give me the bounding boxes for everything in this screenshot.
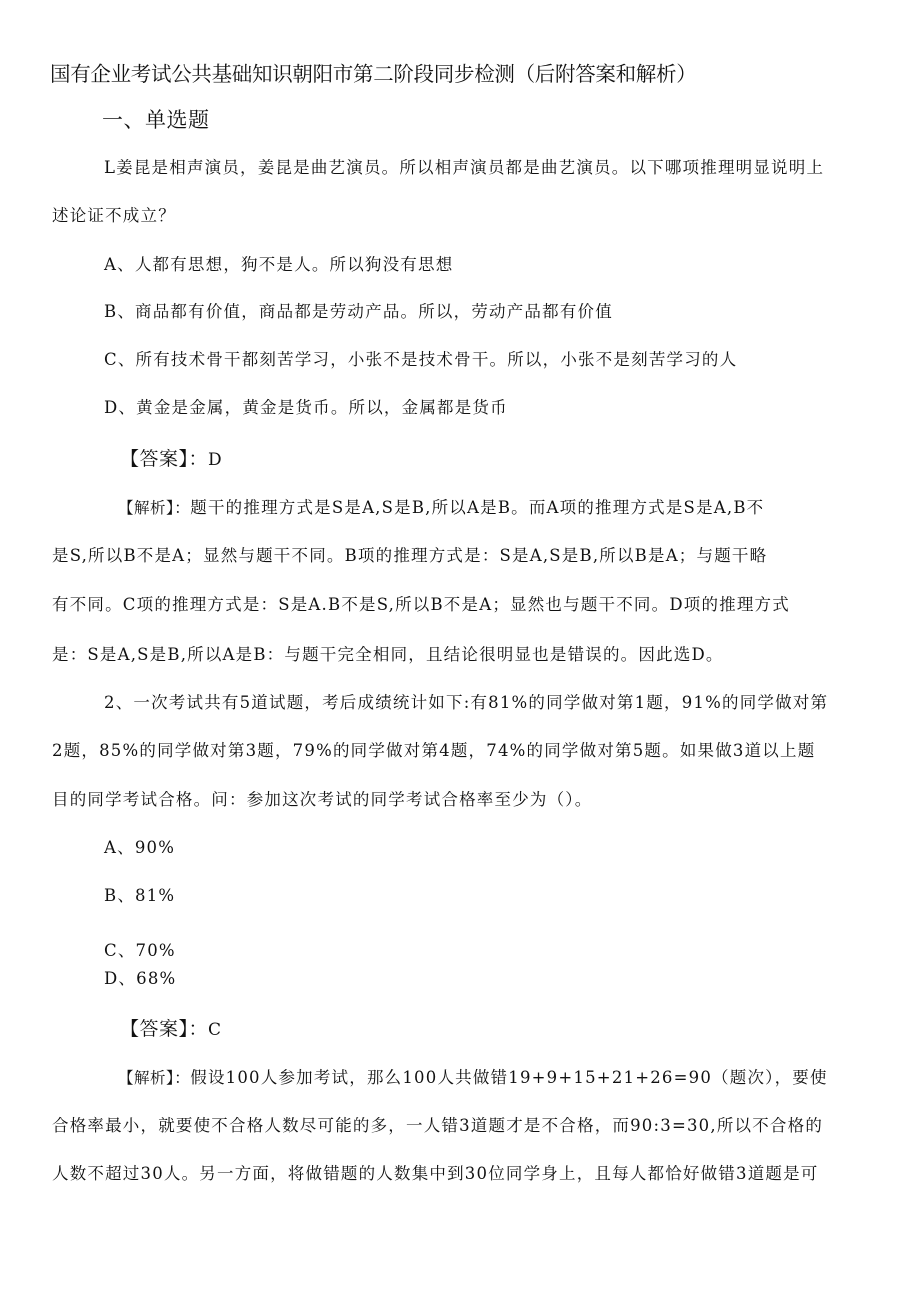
- q2-analysis-line-3: 人数不超过30人。另一方面，将做错题的人数集中到30位同学身上，且每人都恰好做错3道题是可: [52, 1164, 819, 1183]
- document-title: 国有企业考试公共基础知识朝阳市第二阶段同步检测（后附答案和解析）: [50, 62, 697, 86]
- q2-option-a: A、90%: [104, 838, 176, 857]
- q2-analysis-line-2: 合格率最小，就要使不合格人数尽可能的多，一人错3道题才是不合格，而90:3=30,所以不合格的: [52, 1116, 824, 1135]
- q2-stem-line-1: 2、一次考试共有5道试题，考后成绩统计如下:有81%的同学做对第1题，91%的同学做对第: [104, 693, 829, 712]
- q1-analysis-text-1: 题干的推理方式是S是A,S是B,所以A是B。而A项的推理方式是S是A,B不: [190, 498, 765, 517]
- q2-analysis-text-1: 假设100人参加考试，那么100人共做错19+9+15+21+26=90（题次），要使: [190, 1068, 828, 1087]
- q1-option-a: A、人都有思想，狗不是人。所以狗没有思想: [104, 255, 454, 274]
- q1-option-b: B、商品都有价值，商品都是劳动产品。所以，劳动产品都有价值: [104, 302, 613, 321]
- q2-option-b: B、81%: [104, 886, 176, 905]
- q1-option-c: C、所有技术骨干都刻苦学习，小张不是技术骨干。所以，小张不是刻苦学习的人: [104, 350, 738, 369]
- q1-analysis-label: 【解析】：: [118, 499, 191, 517]
- q1-stem-line-2: 述论证不成立？: [52, 206, 176, 225]
- q1-analysis-line-4: 是：S是A,S是B,所以A是B：与题干完全相同，且结论很明显也是错误的。因此选D。: [52, 645, 724, 664]
- q1-option-d: D、黄金是金属，黄金是货币。所以，金属都是货币: [104, 398, 508, 417]
- q1-stem-line-1: L姜昆是相声演员，姜昆是曲艺演员。所以相声演员都是曲艺演员。以下哪项推理明显说明上: [104, 158, 825, 177]
- q2-stem-line-2: 2题，85%的同学做对第3题，79%的同学做对第4题，74%的同学做对第5题。如果做3道以上题: [52, 741, 816, 760]
- section-heading: 一、单选题: [102, 108, 210, 132]
- q2-answer-label: 【答案】：: [120, 1018, 209, 1040]
- q1-analysis-line-2: 是S,所以B不是A；显然与题干不同。B项的推理方式是：S是A,S是B,所以B是A；与题干略: [52, 546, 768, 565]
- q2-option-d: D、68%: [104, 969, 177, 988]
- q2-answer-value: C: [208, 1020, 222, 1040]
- q1-answer: [120, 446, 222, 473]
- q2-option-c: C、70%: [104, 941, 176, 960]
- q2-analysis-label: 【解析】：: [118, 1069, 191, 1087]
- q1-analysis-line-1: [118, 498, 764, 518]
- q1-answer-label: 【答案】：: [120, 448, 209, 470]
- q2-answer: [120, 1016, 222, 1043]
- q2-analysis-line-1: [118, 1068, 828, 1088]
- q2-stem-line-3: 目的同学考试合格。问：参加这次考试的同学考试合格率至少为（）。: [52, 790, 593, 809]
- q1-answer-value: D: [208, 450, 223, 470]
- q1-analysis-line-3: 有不同。C项的推理方式是：S是A.B不是S,所以B不是A；显然也与题干不同。D项的推理方式: [52, 595, 790, 614]
